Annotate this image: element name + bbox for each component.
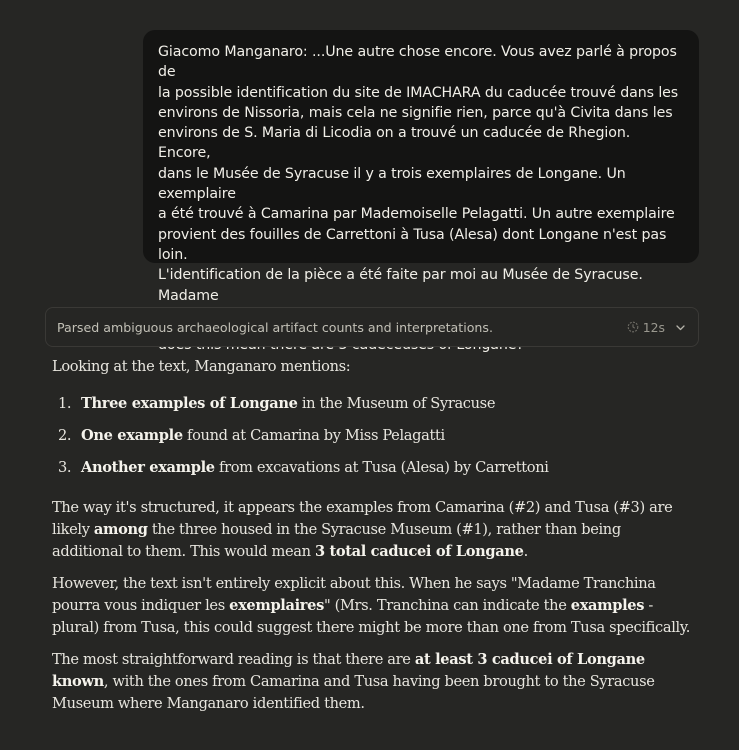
user-message-line: environs de S. Maria di Licodia on a trouvé un caducée de Rhegion. Encore, [158,125,631,162]
chevron-down-icon[interactable] [675,322,686,333]
bold-text: at least 3 caducei of Longane known [52,651,645,690]
user-message-text [158,42,685,326]
user-message-line: environs de Nissoria, mais cela ne signifie rien, parce qu'à Civita dans les [158,104,673,121]
text-run: . [523,543,528,560]
user-message-line: provient des fouilles de Carrettoni à Tusa (Alesa) dont Longane n'est pas loin. [158,226,667,263]
text-run: , with the ones from Camarina and Tusa having been brought to the Syracuse Museum where Manganaro identified them. [52,673,655,712]
response-paragraph-conclusion [52,649,692,715]
user-message-line: la possible identification du site de IMACHARA du caducée trouvé dans les [158,84,679,101]
response-list [52,393,692,479]
bold-text: exemplaires [229,597,324,614]
text-run: The most straightforward reading is that there are [52,651,415,668]
text-run: the three housed in the Syracuse Museum (#1), rather than being additional to them. This would mean [52,521,621,560]
response-paragraph-structure [52,497,692,563]
clock-icon [627,321,639,333]
thinking-meta [627,320,686,335]
list-item-text: from excavations at Tusa (Alesa) by Carrettoni [214,459,549,476]
user-message-bubble [143,30,699,304]
assistant-response [52,356,692,715]
list-item-bold: One example [81,427,183,444]
list-item-text: in the Museum of Syracuse [297,395,496,412]
user-message-line: a été trouvé à Camarina par Mademoiselle Pelagatti. Un autre exemplaire [158,206,675,223]
list-item [52,393,692,415]
text-run: - plural) from Tusa, this could suggest there might be more than one from Tusa specifically. [52,597,691,636]
bold-text: among [93,521,148,538]
list-item [52,425,692,447]
list-item-bold: Another example [81,459,215,476]
text-run: " (Mrs. Tranchina can indicate the [323,597,571,614]
list-item [52,457,692,479]
bold-text: examples [570,597,645,614]
user-message-line: Giacomo Manganaro: ...Une autre chose encore. Vous avez parlé à propos de [158,44,677,81]
user-message-line: dans le Musée de Syracuse il y a trois exemplaires de Longane. Un exemplaire [158,165,626,203]
list-item-bold: Three examples of Longane [81,395,298,412]
response-paragraph-caveat [52,573,692,639]
list-item-number: 1. [58,395,72,412]
list-item-number: 2. [58,427,72,444]
text-run: The way it's structured, it appears the examples from Camarina (#2) and Tusa (#3) are likely [52,499,673,538]
user-message-line: L'identification de la pièce a été faite par moi au Musée de Syracuse. Madame [158,267,643,304]
thinking-summary-text: Parsed ambiguous archaeological artifact counts and interpretations. [57,319,493,335]
thinking-duration: 12s [642,319,665,335]
thinking-summary-toggle[interactable] [45,307,699,347]
response-intro: Looking at the text, Manganaro mentions: [52,358,351,375]
list-item-number: 3. [58,459,72,476]
bold-text: 3 total caducei of Longane [314,543,524,560]
list-item-text: found at Camarina by Miss Pelagatti [182,427,445,444]
text-run: However, the text isn't entirely explicit about this. When he says "Madame Tranchina pourra vous indiquer les [52,575,656,614]
